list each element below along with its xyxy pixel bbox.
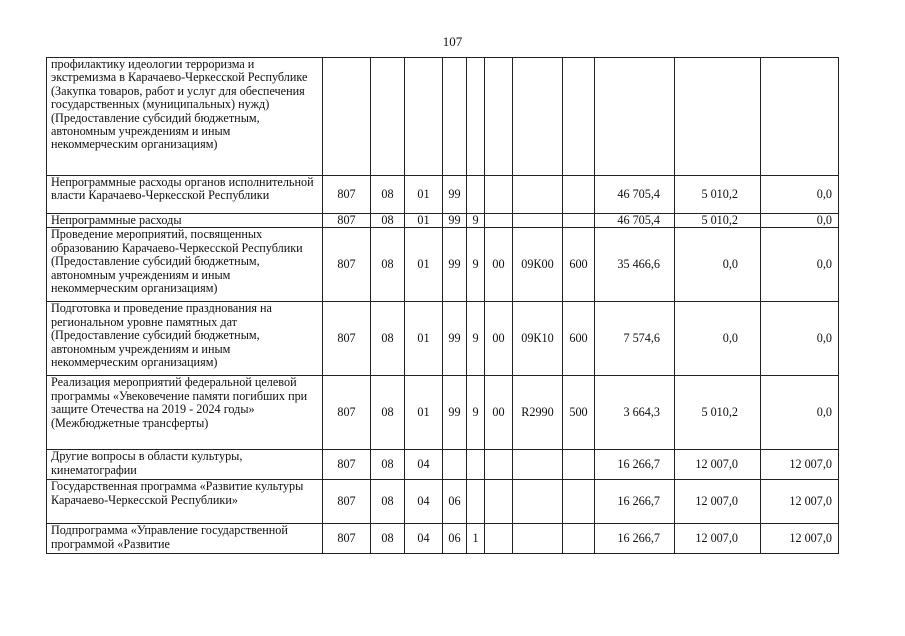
- main-event-code-cell: 00: [485, 228, 513, 302]
- main-event-code-cell: 00: [485, 376, 513, 450]
- subprogram-code-cell: 9: [467, 228, 485, 302]
- amount-year3-cell: 0,0: [761, 302, 839, 376]
- section-code-cell: [371, 58, 405, 176]
- program-code-cell: 99: [443, 214, 467, 228]
- direction-code-cell: [513, 58, 563, 176]
- ministry-code-cell: 807: [323, 480, 371, 524]
- amount-year2-cell: 12 007,0: [675, 480, 761, 524]
- section-code-cell: 08: [371, 524, 405, 554]
- subsection-code-cell: 01: [405, 228, 443, 302]
- main-event-code-cell: [485, 176, 513, 214]
- amount-year1-cell: 16 266,7: [595, 524, 675, 554]
- expense-type-code-cell: [563, 450, 595, 480]
- amount-year1-cell: 3 664,3: [595, 376, 675, 450]
- table-row: [47, 302, 839, 376]
- program-code-cell: 06: [443, 524, 467, 554]
- subprogram-code-cell: 9: [467, 214, 485, 228]
- expense-type-code-cell: [563, 58, 595, 176]
- amount-year3-cell: 0,0: [761, 228, 839, 302]
- expense-name-cell: Реализация мероприятий федеральной целевой программы «Увековечение памяти погибших при защите Отечества на 2019 - 2024 годы» (Межбюджетные трансферты): [47, 376, 323, 450]
- amount-year3-cell: 0,0: [761, 376, 839, 450]
- section-code-cell: 08: [371, 228, 405, 302]
- table-row: [47, 214, 839, 228]
- expense-type-code-cell: 500: [563, 376, 595, 450]
- amount-year3-cell: 12 007,0: [761, 450, 839, 480]
- subsection-code-cell: [405, 58, 443, 176]
- main-event-code-cell: [485, 214, 513, 228]
- expense-name-cell: Подпрограмма «Управление государственной программой «Развитие: [47, 524, 323, 554]
- amount-year2-cell: 5 010,2: [675, 176, 761, 214]
- direction-code-cell: [513, 480, 563, 524]
- subprogram-code-cell: [467, 176, 485, 214]
- amount-year2-cell: 12 007,0: [675, 450, 761, 480]
- amount-year1-cell: 35 466,6: [595, 228, 675, 302]
- subprogram-code-cell: [467, 480, 485, 524]
- ministry-code-cell: [323, 58, 371, 176]
- expense-type-code-cell: 600: [563, 228, 595, 302]
- amount-year2-cell: 0,0: [675, 302, 761, 376]
- program-code-cell: 99: [443, 176, 467, 214]
- subprogram-code-cell: 9: [467, 376, 485, 450]
- ministry-code-cell: 807: [323, 524, 371, 554]
- ministry-code-cell: 807: [323, 228, 371, 302]
- amount-year3-cell: 12 007,0: [761, 524, 839, 554]
- ministry-code-cell: 807: [323, 376, 371, 450]
- amount-year1-cell: 16 266,7: [595, 450, 675, 480]
- amount-year2-cell: 0,0: [675, 228, 761, 302]
- amount-year3-cell: 0,0: [761, 214, 839, 228]
- section-code-cell: 08: [371, 450, 405, 480]
- amount-year3-cell: 0,0: [761, 176, 839, 214]
- expense-name-cell: Подготовка и проведение празднования на региональном уровне памятных дат (Предоставление субсидий бюджетным, автономным учреждениям и иным некоммерческим организациям): [47, 302, 323, 376]
- subprogram-code-cell: [467, 58, 485, 176]
- direction-code-cell: R2990: [513, 376, 563, 450]
- subsection-code-cell: 04: [405, 524, 443, 554]
- table-body: [47, 58, 839, 554]
- subsection-code-cell: 04: [405, 480, 443, 524]
- amount-year2-cell: 5 010,2: [675, 214, 761, 228]
- amount-year1-cell: 46 705,4: [595, 214, 675, 228]
- section-code-cell: 08: [371, 376, 405, 450]
- section-code-cell: 08: [371, 480, 405, 524]
- expense-name-cell: Другие вопросы в области культуры, кинематографии: [47, 450, 323, 480]
- ministry-code-cell: 807: [323, 450, 371, 480]
- program-code-cell: 99: [443, 376, 467, 450]
- main-event-code-cell: [485, 480, 513, 524]
- table-row: [47, 376, 839, 450]
- budget-table: [46, 57, 839, 554]
- program-code-cell: 06: [443, 480, 467, 524]
- table-row: [47, 524, 839, 554]
- subsection-code-cell: 04: [405, 450, 443, 480]
- amount-year2-cell: [675, 58, 761, 176]
- amount-year1-cell: [595, 58, 675, 176]
- expense-name-cell: Непрограммные расходы органов исполнительной власти Карачаево-Черкесской Республики: [47, 176, 323, 214]
- expense-type-code-cell: [563, 480, 595, 524]
- subprogram-code-cell: 1: [467, 524, 485, 554]
- direction-code-cell: [513, 450, 563, 480]
- amount-year2-cell: 5 010,2: [675, 376, 761, 450]
- ministry-code-cell: 807: [323, 302, 371, 376]
- table-row: [47, 176, 839, 214]
- expense-type-code-cell: [563, 214, 595, 228]
- subprogram-code-cell: [467, 450, 485, 480]
- expense-type-code-cell: [563, 524, 595, 554]
- amount-year1-cell: 16 266,7: [595, 480, 675, 524]
- main-event-code-cell: [485, 58, 513, 176]
- subsection-code-cell: 01: [405, 176, 443, 214]
- direction-code-cell: [513, 214, 563, 228]
- section-code-cell: 08: [371, 176, 405, 214]
- expense-type-code-cell: [563, 176, 595, 214]
- amount-year1-cell: 46 705,4: [595, 176, 675, 214]
- program-code-cell: 99: [443, 302, 467, 376]
- main-event-code-cell: [485, 524, 513, 554]
- main-event-code-cell: 00: [485, 302, 513, 376]
- table-row: [47, 450, 839, 480]
- table-row: [47, 58, 839, 176]
- subsection-code-cell: 01: [405, 214, 443, 228]
- direction-code-cell: [513, 176, 563, 214]
- direction-code-cell: 09К10: [513, 302, 563, 376]
- expense-name-cell: Государственная программа «Развитие культуры Карачаево-Черкесской Республики»: [47, 480, 323, 524]
- subsection-code-cell: 01: [405, 376, 443, 450]
- expense-type-code-cell: 600: [563, 302, 595, 376]
- section-code-cell: 08: [371, 302, 405, 376]
- subprogram-code-cell: 9: [467, 302, 485, 376]
- expense-name-cell: профилактику идеологии терроризма и экстремизма в Карачаево-Черкесской Республике (Закупка товаров, работ и услуг для обеспечения государственных (муниципальных) нужд) (Предоставление субсидий бюджетным, автономным учреждениям и иным некоммерческим организациям): [47, 58, 323, 176]
- direction-code-cell: 09К00: [513, 228, 563, 302]
- amount-year2-cell: 12 007,0: [675, 524, 761, 554]
- subsection-code-cell: 01: [405, 302, 443, 376]
- section-code-cell: 08: [371, 214, 405, 228]
- amount-year3-cell: 12 007,0: [761, 480, 839, 524]
- expense-name-cell: Проведение мероприятий, посвященных образованию Карачаево-Черкесской Республики (Предоставление субсидий бюджетным, автономным учреждениям и иным некоммерческим организациям): [47, 228, 323, 302]
- amount-year3-cell: [761, 58, 839, 176]
- ministry-code-cell: 807: [323, 176, 371, 214]
- amount-year1-cell: 7 574,6: [595, 302, 675, 376]
- page-number: 107: [442, 34, 463, 49]
- table-row: [47, 228, 839, 302]
- main-event-code-cell: [485, 450, 513, 480]
- direction-code-cell: [513, 524, 563, 554]
- ministry-code-cell: 807: [323, 214, 371, 228]
- program-code-cell: [443, 450, 467, 480]
- expense-name-cell: Непрограммные расходы: [47, 214, 323, 228]
- program-code-cell: [443, 58, 467, 176]
- table-row: [47, 480, 839, 524]
- program-code-cell: 99: [443, 228, 467, 302]
